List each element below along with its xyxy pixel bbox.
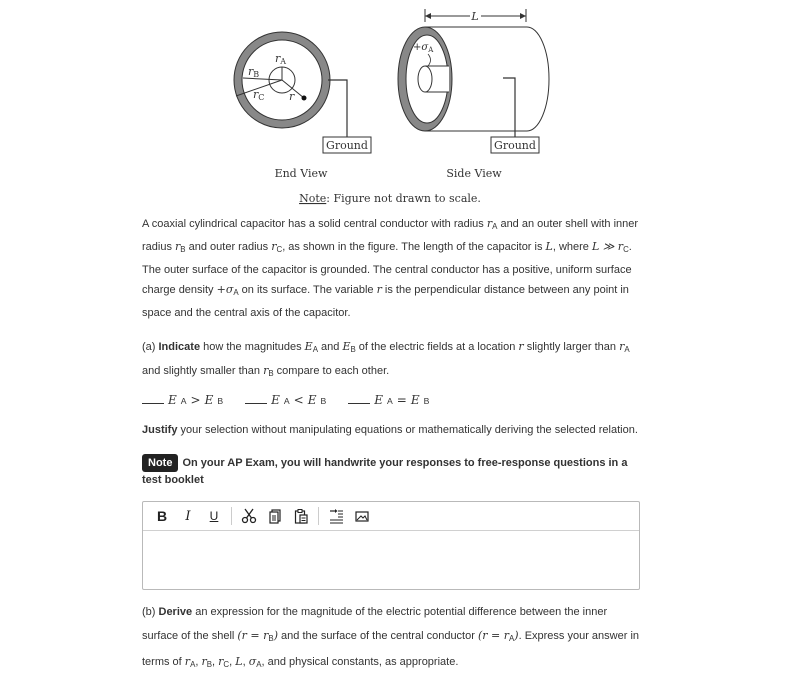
figure-note: Note: Figure not drawn to scale. [299, 192, 481, 205]
length-L-label: L [471, 10, 479, 23]
option-blank[interactable] [245, 393, 267, 404]
toolbar-divider [231, 507, 232, 525]
editor-toolbar [143, 502, 639, 531]
end-rB-label: rB [248, 65, 260, 79]
sigma-label: $+\sigma_A$ [413, 42, 434, 54]
part-b-prompt: (b) Derive an expression for the magnitude of the electric potential difference between the inner surface of the shell $(r = r_B)$ and the surface of the central conductor $(r = r_A)$. Express your answer in terms of $r_A$, $r_B$, $r_C$, L, $\sigma_A$, and physical constants, as appropriate. [142, 606, 640, 669]
relation-options [142, 393, 429, 407]
option-blank[interactable] [142, 393, 164, 404]
paste-icon [293, 508, 309, 524]
ground-left-label: Ground [326, 139, 368, 152]
copy-button[interactable] [264, 506, 286, 526]
note-badge: Note [142, 454, 178, 472]
capacitor-figure [0, 0, 801, 210]
part-a-prompt: (a) Indicate how the magnitudes $E_A$ and $E_B$ of the electric fields at a location r slightly larger than $r_A$ and slightly smaller than $r_B$ compare to each other. [142, 340, 630, 378]
end-r-label: r [289, 90, 295, 103]
option-less[interactable]: E A < E B [245, 393, 326, 407]
indent-button[interactable] [325, 506, 347, 526]
option-equal[interactable]: E A = E B [348, 393, 429, 407]
note-text: On your AP Exam, you will handwrite your responses to free-response questions in a test booklet [142, 457, 628, 486]
paste-button[interactable] [290, 506, 312, 526]
side-view-diagram [398, 9, 549, 153]
justify-verb: Justify [142, 424, 178, 436]
ground-right-label: Ground [494, 139, 536, 152]
side-view-caption: Side View [446, 167, 502, 180]
end-rC-label: rC [253, 88, 265, 102]
underline-button[interactable]: U [209, 509, 219, 523]
justify-prompt: Justify your selection without manipulating equations or mathematically deriving the selected relation. [142, 424, 638, 436]
response-editor [142, 501, 640, 590]
indent-icon [328, 508, 344, 524]
part-b-verb: Derive [158, 606, 193, 618]
option-greater[interactable]: E A > E B [142, 393, 223, 407]
cut-button[interactable] [238, 506, 260, 526]
insert-image-button[interactable] [351, 506, 373, 526]
option-blank[interactable] [348, 393, 370, 404]
exam-note [142, 454, 640, 488]
response-text-area[interactable] [143, 531, 639, 589]
end-view-caption: End View [274, 167, 328, 180]
scissors-icon [241, 508, 257, 524]
italic-button[interactable]: I [185, 508, 191, 524]
bold-button[interactable]: B [156, 508, 168, 524]
problem-intro: A coaxial cylindrical capacitor has a solid central conductor with radius $r_A$ and an outer shell with inner radius $r_B$ and outer radius $r_C$, as shown in the figure. The length of the capacitor is L, where L ≫ $r_C$. The outer surface of the capacitor is grounded. The central conductor has a positive, uniform surface charge density $+\sigma_A$ on its surface. The variable r is the perpendicular distance between any point in space and the central axis of the capacitor. [142, 217, 639, 319]
end-rA-label: rA [275, 52, 287, 66]
image-icon [354, 508, 370, 524]
toolbar-divider [318, 507, 319, 525]
copy-icon [267, 508, 283, 524]
part-a-verb: Indicate [158, 341, 201, 353]
end-view-diagram [234, 32, 371, 153]
